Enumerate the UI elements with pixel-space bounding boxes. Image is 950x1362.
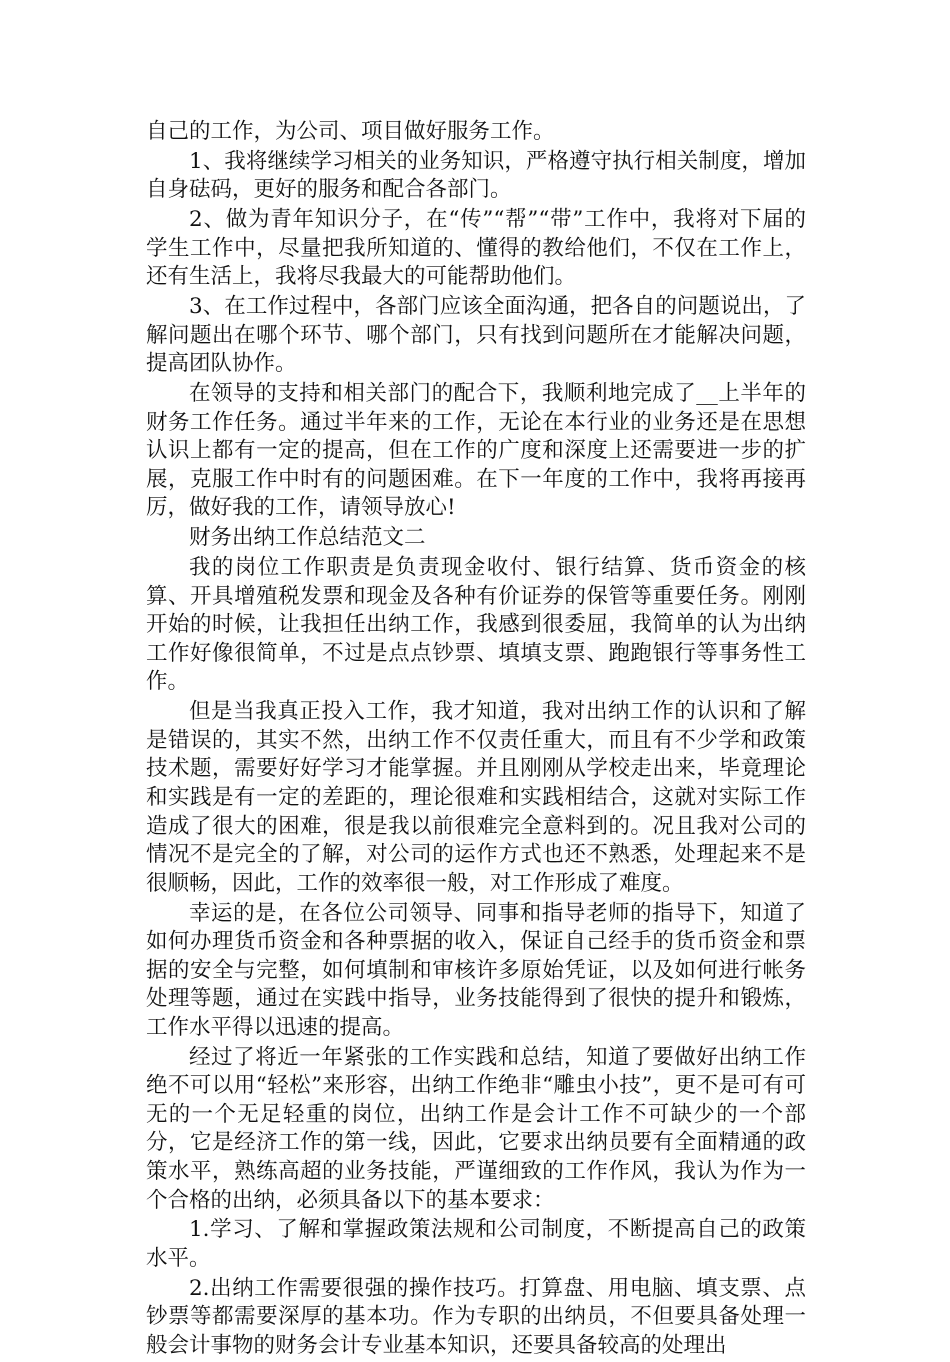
- document-page: [146, 118, 806, 1362]
- section-heading: 财务出纳工作总结范文二: [189, 525, 426, 551]
- paragraph-item-1: 1、我将继续学习相关的业务知识，严格遵守执行相关制度，增加自身砝码，更好的服务和配合各部门。: [146, 148, 806, 203]
- paragraph-guidance: 幸运的是，在各位公司领导、同事和指导老师的指导下，知道了如何办理货币资金和各种票据的收入，保证自己经手的货币资金和票据的安全与完整，如何填制和审核许多原始凭证，以及如何进行帐务处理等题，通过在实践中指导，业务技能得到了很快的提升和锻炼，工作水平得以迅速的提高。: [146, 900, 806, 1040]
- paragraph-item-3: 3、在工作过程中，各部门应该全面沟通，把各自的问题说出，了解问题出在哪个环节、哪个部门，只有找到问题所在才能解决问题，提高团队协作。: [146, 294, 806, 377]
- paragraph-duties: 我的岗位工作职责是负责现金收付、银行结算、货币资金的核算、开具增殖税发票和现金及各种有价证券的保管等重要任务。刚刚开始的时候，让我担任出纳工作，我感到很委屈，我简单的认为出纳工作好像很简单，不过是点点钞票、填填支票、跑跑银行等事务性工作。: [146, 555, 806, 695]
- paragraph-experience: 经过了将近一年紧张的工作实践和总结，知道了要做好出纳工作绝不可以用“轻松”来形容，出纳工作绝非“雕虫小技”，更不是可有可无的一个无足轻重的岗位，出纳工作是会计工作不可缺少的一个部分，它是经济工作的第一线，因此，它要求出纳员要有全面精通的政策水平，熟练高超的业务技能，严谨细致的工作作风，我认为作为一个合格的出纳，必须具备以下的基本要求：: [146, 1044, 806, 1213]
- paragraph-requirement-2: 2.出纳工作需要很强的操作技巧。打算盘、用电脑、填支票、点钞票等都需要深厚的基本功。作为专职的出纳员，不但要具备处理一般会计事物的财务会计专业基本知识，还要具备较高的处理出: [146, 1275, 806, 1358]
- paragraph-realization: 但是当我真正投入工作，我才知道，我对出纳工作的认识和了解是错误的，其实不然，出纳工作不仅责任重大，而且有不少学和政策技术题，需要好好学习才能掌握。并且刚刚从学校走出来，毕竟理论和实践是有一定的差距的，理论很难和实践相结合，这就对实际工作造成了很大的困难，很是我以前很难完全意料到的。况且我对公司的情况不是完全的了解，对公司的运作方式也还不熟悉，处理起来不是很顺畅，因此，工作的效率很一般，对工作形成了难度。: [146, 699, 806, 896]
- paragraph-requirement-1: 1.学习、了解和掌握政策法规和公司制度，不断提高自己的政策水平。: [146, 1217, 806, 1272]
- paragraph-continuation: 自己的工作，为公司、项目做好服务工作。: [146, 119, 555, 144]
- paragraph-item-2: 2、做为青年知识分子，在“传”“帮”“带”工作中，我将对下届的学生工作中，尽量把我所知道的、懂得的教给他们，不仅在工作上，还有生活上，我将尽我最大的可能帮助他们。: [146, 207, 806, 290]
- paragraph-conclusion: 在领导的支持和相关部门的配合下，我顺利地完成了__上半年的财务工作任务。通过半年来的工作，无论在本行业的业务还是在思想认识上都有一定的提高，但在工作的广度和深度上还需要进一步的扩展，克服工作中时有的问题困难。在下一年度的工作中，我将再接再厉，做好我的工作，请领导放心!: [146, 381, 806, 521]
